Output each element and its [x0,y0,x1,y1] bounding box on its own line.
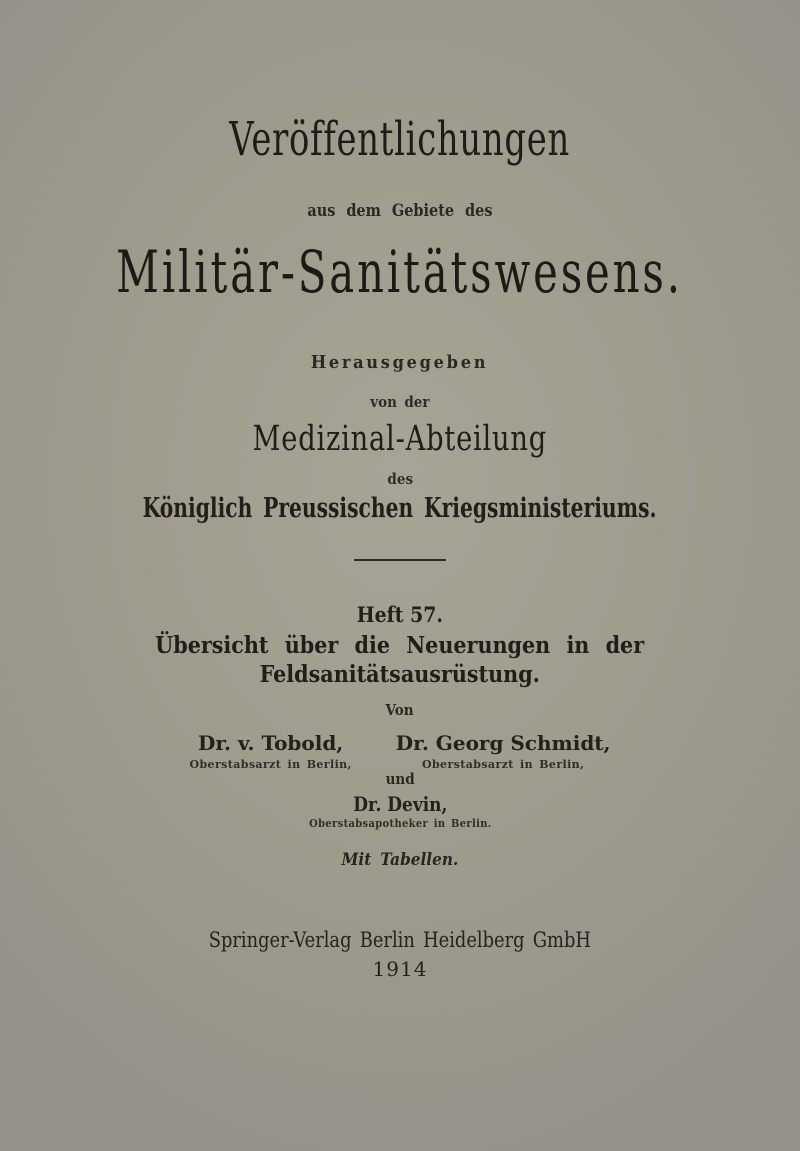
author-name [189,731,351,755]
work-title-line1 [0,632,800,659]
author-devin-name-text: Dr. Devin, [352,792,448,816]
work-title-line1-text: Übersicht über die Neuerungen in der [155,632,645,659]
published-label [0,352,800,373]
author-name-text: Dr. v. Tobold, [197,731,344,755]
publishing-department [0,419,800,459]
author-name [396,731,611,755]
divider-rule [354,559,446,561]
publishing-department-text: Medizinal-Abteilung [252,419,548,459]
published-label-text: Herausgegeben [311,352,489,373]
series-subtitle [0,201,800,221]
authors-connector-text: und [385,770,415,788]
author-tobold [189,731,351,771]
tables-note-text: Mit Tabellen. [341,850,459,870]
published-connector [0,393,800,411]
series-title [0,112,800,167]
series-main-title-text: Militär-Sanitätswesens. [116,238,684,306]
work-title-line2-text: Feldsanitätsausrüstung. [259,661,541,688]
publisher-imprint-text: Springer-Verlag Berlin Heidelberg GmbH [208,928,592,952]
author-affiliation-text: Oberstabsarzt in Berlin, [421,758,585,771]
issue-number [0,602,800,627]
author-schmidt [396,731,611,771]
publication-year [0,957,800,981]
author-devin-affiliation-text: Oberstabsapotheker in Berlin. [308,817,492,830]
issue-number-text: Heft 57. [356,602,444,627]
published-connector-text: von der [370,393,430,411]
publisher-imprint [0,928,800,952]
department-connector-text: des [387,470,413,488]
publication-year-text: 1914 [372,957,428,981]
ministry-name [0,493,800,524]
authors-row [0,731,800,771]
author-devin-name [0,792,800,816]
author-affiliation-text: Oberstabsarzt in Berlin, [189,758,352,771]
byline-label [0,701,800,719]
department-connector [0,470,800,488]
work-title-line2 [0,661,800,688]
tables-note [0,850,800,870]
series-main-title [0,238,800,306]
ministry-name-text: Königlich Preussischen Kriegsministeriums. [143,493,657,524]
series-subtitle-text: aus dem Gebiete des [307,201,493,221]
author-name-text: Dr. Georg Schmidt, [395,731,611,755]
series-title-text: Veröffentlichungen [229,112,571,167]
byline-label-text: Von [385,701,415,719]
authors-connector [0,770,800,788]
author-devin-affiliation [0,817,800,830]
